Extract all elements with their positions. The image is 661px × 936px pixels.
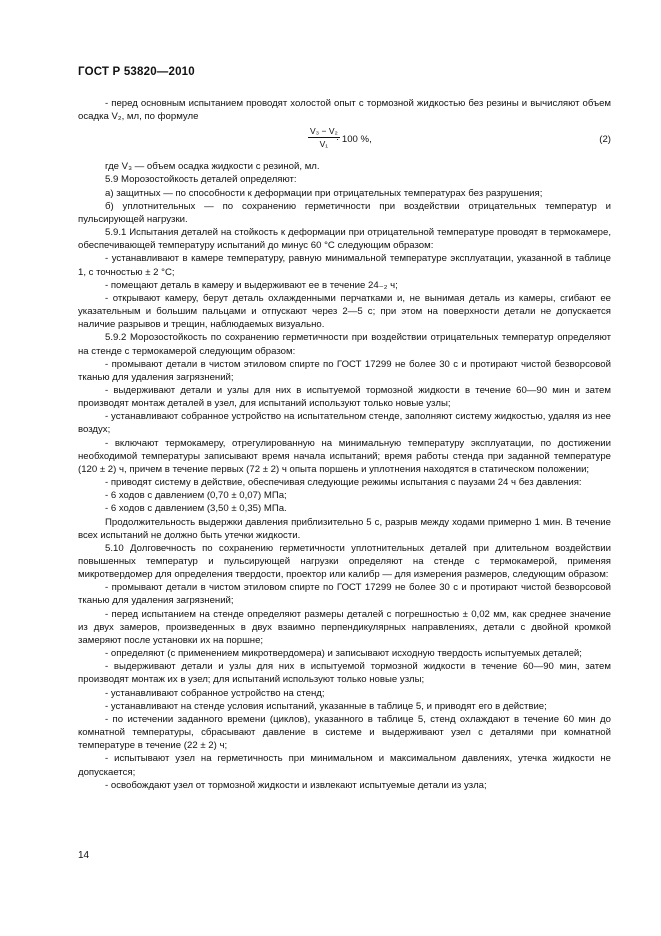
paragraph-5-10: 5.10 Долговечность по сохранению герметичности уплотнительных деталей при длительном воздействии повышенных температур и пульсирующей нагрузки определяют на стенде с термокамерой, применяя микротвердомер для определения твердости, проектор или калибр — для измерения размеров, следующим образом:: [78, 542, 611, 581]
formula-number: (2): [599, 134, 611, 146]
standard-header: ГОСТ Р 53820—2010: [78, 66, 195, 78]
formula-2: [78, 124, 611, 160]
paragraph-release-unit: - освобождают узел от тормозной жидкости и извлекают испытуемые детали из узла;: [105, 779, 487, 791]
paragraph-strokes-high: - 6 ходов с давлением (3,50 ± 0,35) МПа.: [105, 503, 287, 515]
paragraph-place-part: - помещают деталь в камеру и выдерживают ее в течение 24₋₂ ч;: [105, 279, 398, 291]
paragraph-soak-parts-2: - выдерживают детали и узлы для них в испытуемой тормозной жидкости в течение 60—90 мин, затем производят монтаж их в узел; для испытаний используют только новые узлы;: [78, 661, 611, 686]
paragraph-wash-parts: - промывают детали в чистом этиловом спирте по ГОСТ 17299 не более 30 с и протирают чистой безворсовой тканью для удаления загрязнений;: [78, 358, 611, 383]
paragraph-cooling: - по истечении заданного времени (циклов), указанного в таблице 5, стенд охлаждают в течение 60 мин до комнатной температуры, сбрасывают давление в системе и выдерживают узел с деталями при комнатной температуре в течение (22 ± 2) ч;: [78, 713, 611, 752]
paragraph-5-9: 5.9 Морозостойкость деталей определяют:: [105, 174, 297, 186]
paragraph-install-stand: - устанавливают собранное устройство на стенд;: [105, 687, 325, 699]
formula-numerator: V₃ − V₂: [310, 126, 338, 137]
formula-denominator: V₁: [319, 139, 329, 150]
paragraph-5-9-b: б) уплотнительных — по сохранению герметичности при воздействии отрицательных температур и пульсирующей нагрузки.: [78, 200, 611, 225]
paragraph-soak-parts: - выдерживают детали и узлы для них в испытуемой тормозной жидкости в течение 60—90 мин и затем производят монтаж деталей в узел, для испытаний используют только новые узлы;: [78, 384, 611, 410]
paragraph-strokes-low: - 6 ходов с давлением (0,70 ± 0,07) МПа;: [105, 490, 287, 502]
page-number: 14: [78, 850, 90, 861]
paragraph-5-9-1: 5.9.1 Испытания деталей на стойкость к деформации при отрицательной температуре проводят в термокамере, обеспечивающей температуру испытаний до минус 60 °С следующим образом:: [78, 227, 611, 252]
paragraph-duration: Продолжительность выдержки давления приблизительно 5 с, разрыв между ходами примерно 1 мин. В течение всех испытаний не должно быть утечки жидкости.: [78, 516, 611, 541]
paragraph-leak-test: - испытывают узел на герметичность при минимальном и максимальном давлениях, утечка жидкости не допускается;: [78, 753, 611, 778]
document-body: [78, 97, 611, 792]
paragraph-5-9-2: 5.9.2 Морозостойкость по сохранению герметичности при воздействии отрицательных температур определяют на стенде с термокамерой следующим образом:: [78, 332, 611, 357]
paragraph-start-system: - приводят систему в действие, обеспечивая следующие режимы испытания с паузами 24 ч без давления:: [105, 477, 582, 489]
paragraph-install-device: - устанавливают собранное устройство на испытательном стенде, заполняют систему жидкостью, удаляя из нее воздух;: [78, 411, 611, 436]
paragraph-5-9-a: а) защитных — по способности к деформации при отрицательных температурах без разрушения;: [105, 187, 543, 199]
paragraph-measure-sizes: - перед испытанием на стенде определяют размеры деталей с погрешностью ± 0,02 мм, как среднее значение из двух замеров, произведенных в двух взаимно перпендикулярных направлениях, детали с двойной кромкой замеряют после установки их на поршне;: [78, 608, 611, 646]
paragraph-set-temperature: - устанавливают в камере температуру, равную минимальной температуре эксплуатации, указанной в таблице 1, с точностью ± 2 °С;: [78, 253, 611, 278]
paragraph-blank-test: - перед основным испытанием проводят холостой опыт с тормозной жидкостью без резины и вычисляют объем осадка V₂, мл, по формуле: [78, 98, 611, 123]
formula-multiplier: · 100 %,: [336, 134, 372, 146]
paragraph-turn-on-chamber: - включают термокамеру, отрегулированную на минимальную температуру эксплуатации, по достижении необходимой температуры записывают время начала испытаний; время работы стенда при заданной температуре (120 ± 2) ч, причем в течение первых (72 ± 2) ч опыта поршень и уплотнения находятся в статическом положении;: [78, 437, 611, 475]
paragraph-hardness: - определяют (с применением микротвердомера) и записывают исходную твердость испытуемых деталей;: [105, 648, 582, 660]
paragraph-open-chamber: - открывают камеру, берут деталь охлажденными перчатками и, не вынимая деталь из камеры, сгибают ее указательным и большим пальцами и отпускают через 2—5 с; при этом на поверхности детали не допускается наличие разрывов и трещин, наблюдаемых визуально.: [78, 292, 611, 331]
paragraph-where-v3: где V₃ — объем осадка жидкости с резиной, мл.: [105, 161, 320, 173]
paragraph-test-conditions: - устанавливают на стенде условия испытаний, указанные в таблице 5, и приводят его в действие;: [105, 700, 547, 712]
paragraph-wash-parts-2: - промывают детали в чистом этиловом спирте по ГОСТ 17299 не более 30 с и протирают чистой безворсовой тканью для удаления загрязнений;: [78, 582, 611, 607]
